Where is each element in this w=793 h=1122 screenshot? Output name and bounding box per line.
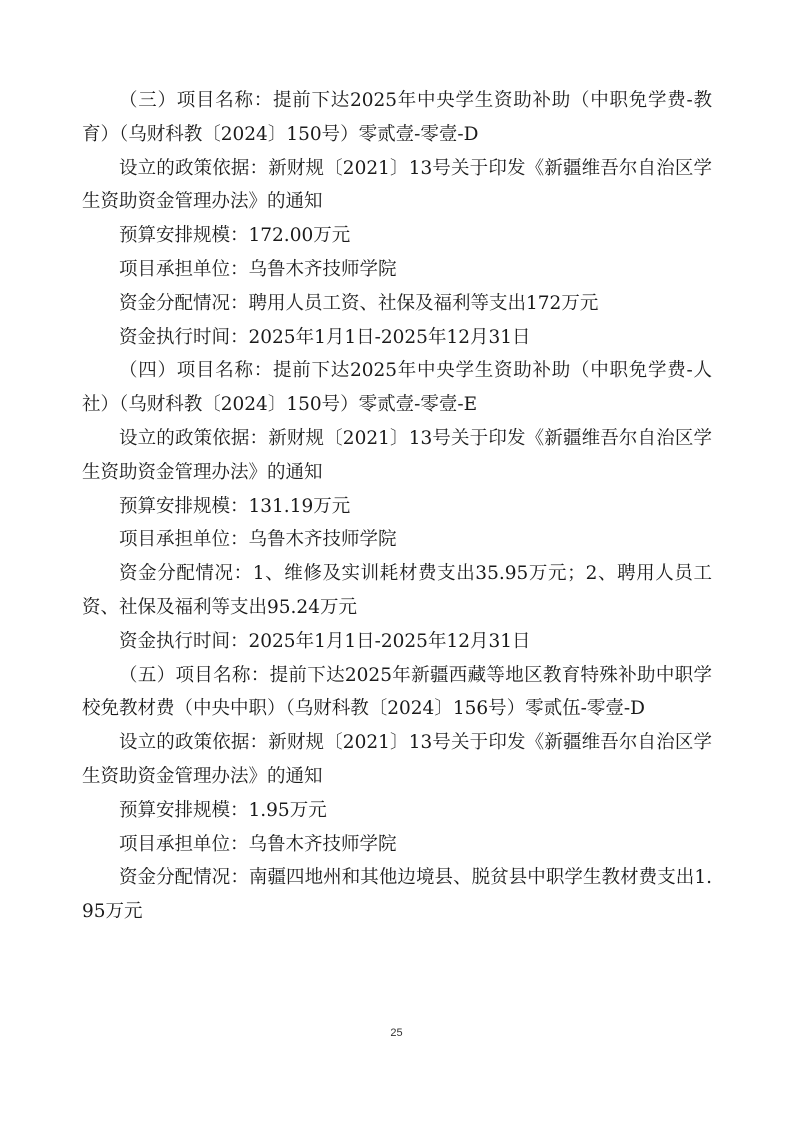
project-4-name: （四）项目名称：提前下达2025年中央学生资助补助（中职免学费-人社）（乌财科教〔2024〕150号）零贰壹-零壹-E: [82, 360, 712, 416]
project-5-policy-basis: 设立的政策依据：新财规〔2021〕13号关于印发《新疆维吾尔自治区学生资助资金管理办法》的通知: [82, 732, 712, 787]
project-3-responsible-unit: 项目承担单位：乌鲁木齐技师学院: [119, 258, 397, 280]
project-4-budget-scale: 预算安排规模：131.19万元: [119, 495, 351, 517]
project-4-policy-basis: 设立的政策依据：新财规〔2021〕13号关于印发《新疆维吾尔自治区学生资助资金管理办法》的通知: [82, 427, 712, 483]
project-3-policy-basis: 设立的政策依据：新财规〔2021〕13号关于印发《新疆维吾尔自治区学生资助资金管理办法》的通知: [82, 157, 712, 213]
project-4-execution-period: 资金执行时间：2025年1月1日-2025年12月31日: [119, 630, 531, 652]
project-3-execution-period: 资金执行时间：2025年1月1日-2025年12月31日: [119, 326, 531, 348]
document-body: [82, 84, 712, 929]
project-3-fund-allocation: 资金分配情况：聘用人员工资、社保及福利等支出172万元: [119, 292, 599, 314]
project-5-fund-allocation: 资金分配情况：南疆四地州和其他边境县、脱贫县中职学生教材费支出1.95万元: [82, 867, 712, 923]
project-4-fund-allocation: 资金分配情况：1、维修及实训耗材费支出35.95万元；2、聘用人员工资、社保及福利等支出95.24万元: [82, 563, 712, 618]
project-3-name: （三）项目名称：提前下达2025年中央学生资助补助（中职免学费-教育）（乌财科教〔2024〕150号）零贰壹-零壹-D: [82, 90, 712, 145]
page-number: 25: [390, 1027, 403, 1039]
project-5-responsible-unit: 项目承担单位：乌鲁木齐技师学院: [119, 833, 397, 855]
project-3-budget-scale: 预算安排规模：172.00万元: [119, 225, 351, 247]
project-5-budget-scale: 预算安排规模：1.95万元: [119, 799, 327, 821]
project-4-responsible-unit: 项目承担单位：乌鲁木齐技师学院: [119, 529, 397, 551]
project-5-name: （五）项目名称：提前下达2025年新疆西藏等地区教育特殊补助中职学校免教材费（中央中职）（乌财科教〔2024〕156号）零贰伍-零壹-D: [82, 664, 712, 720]
